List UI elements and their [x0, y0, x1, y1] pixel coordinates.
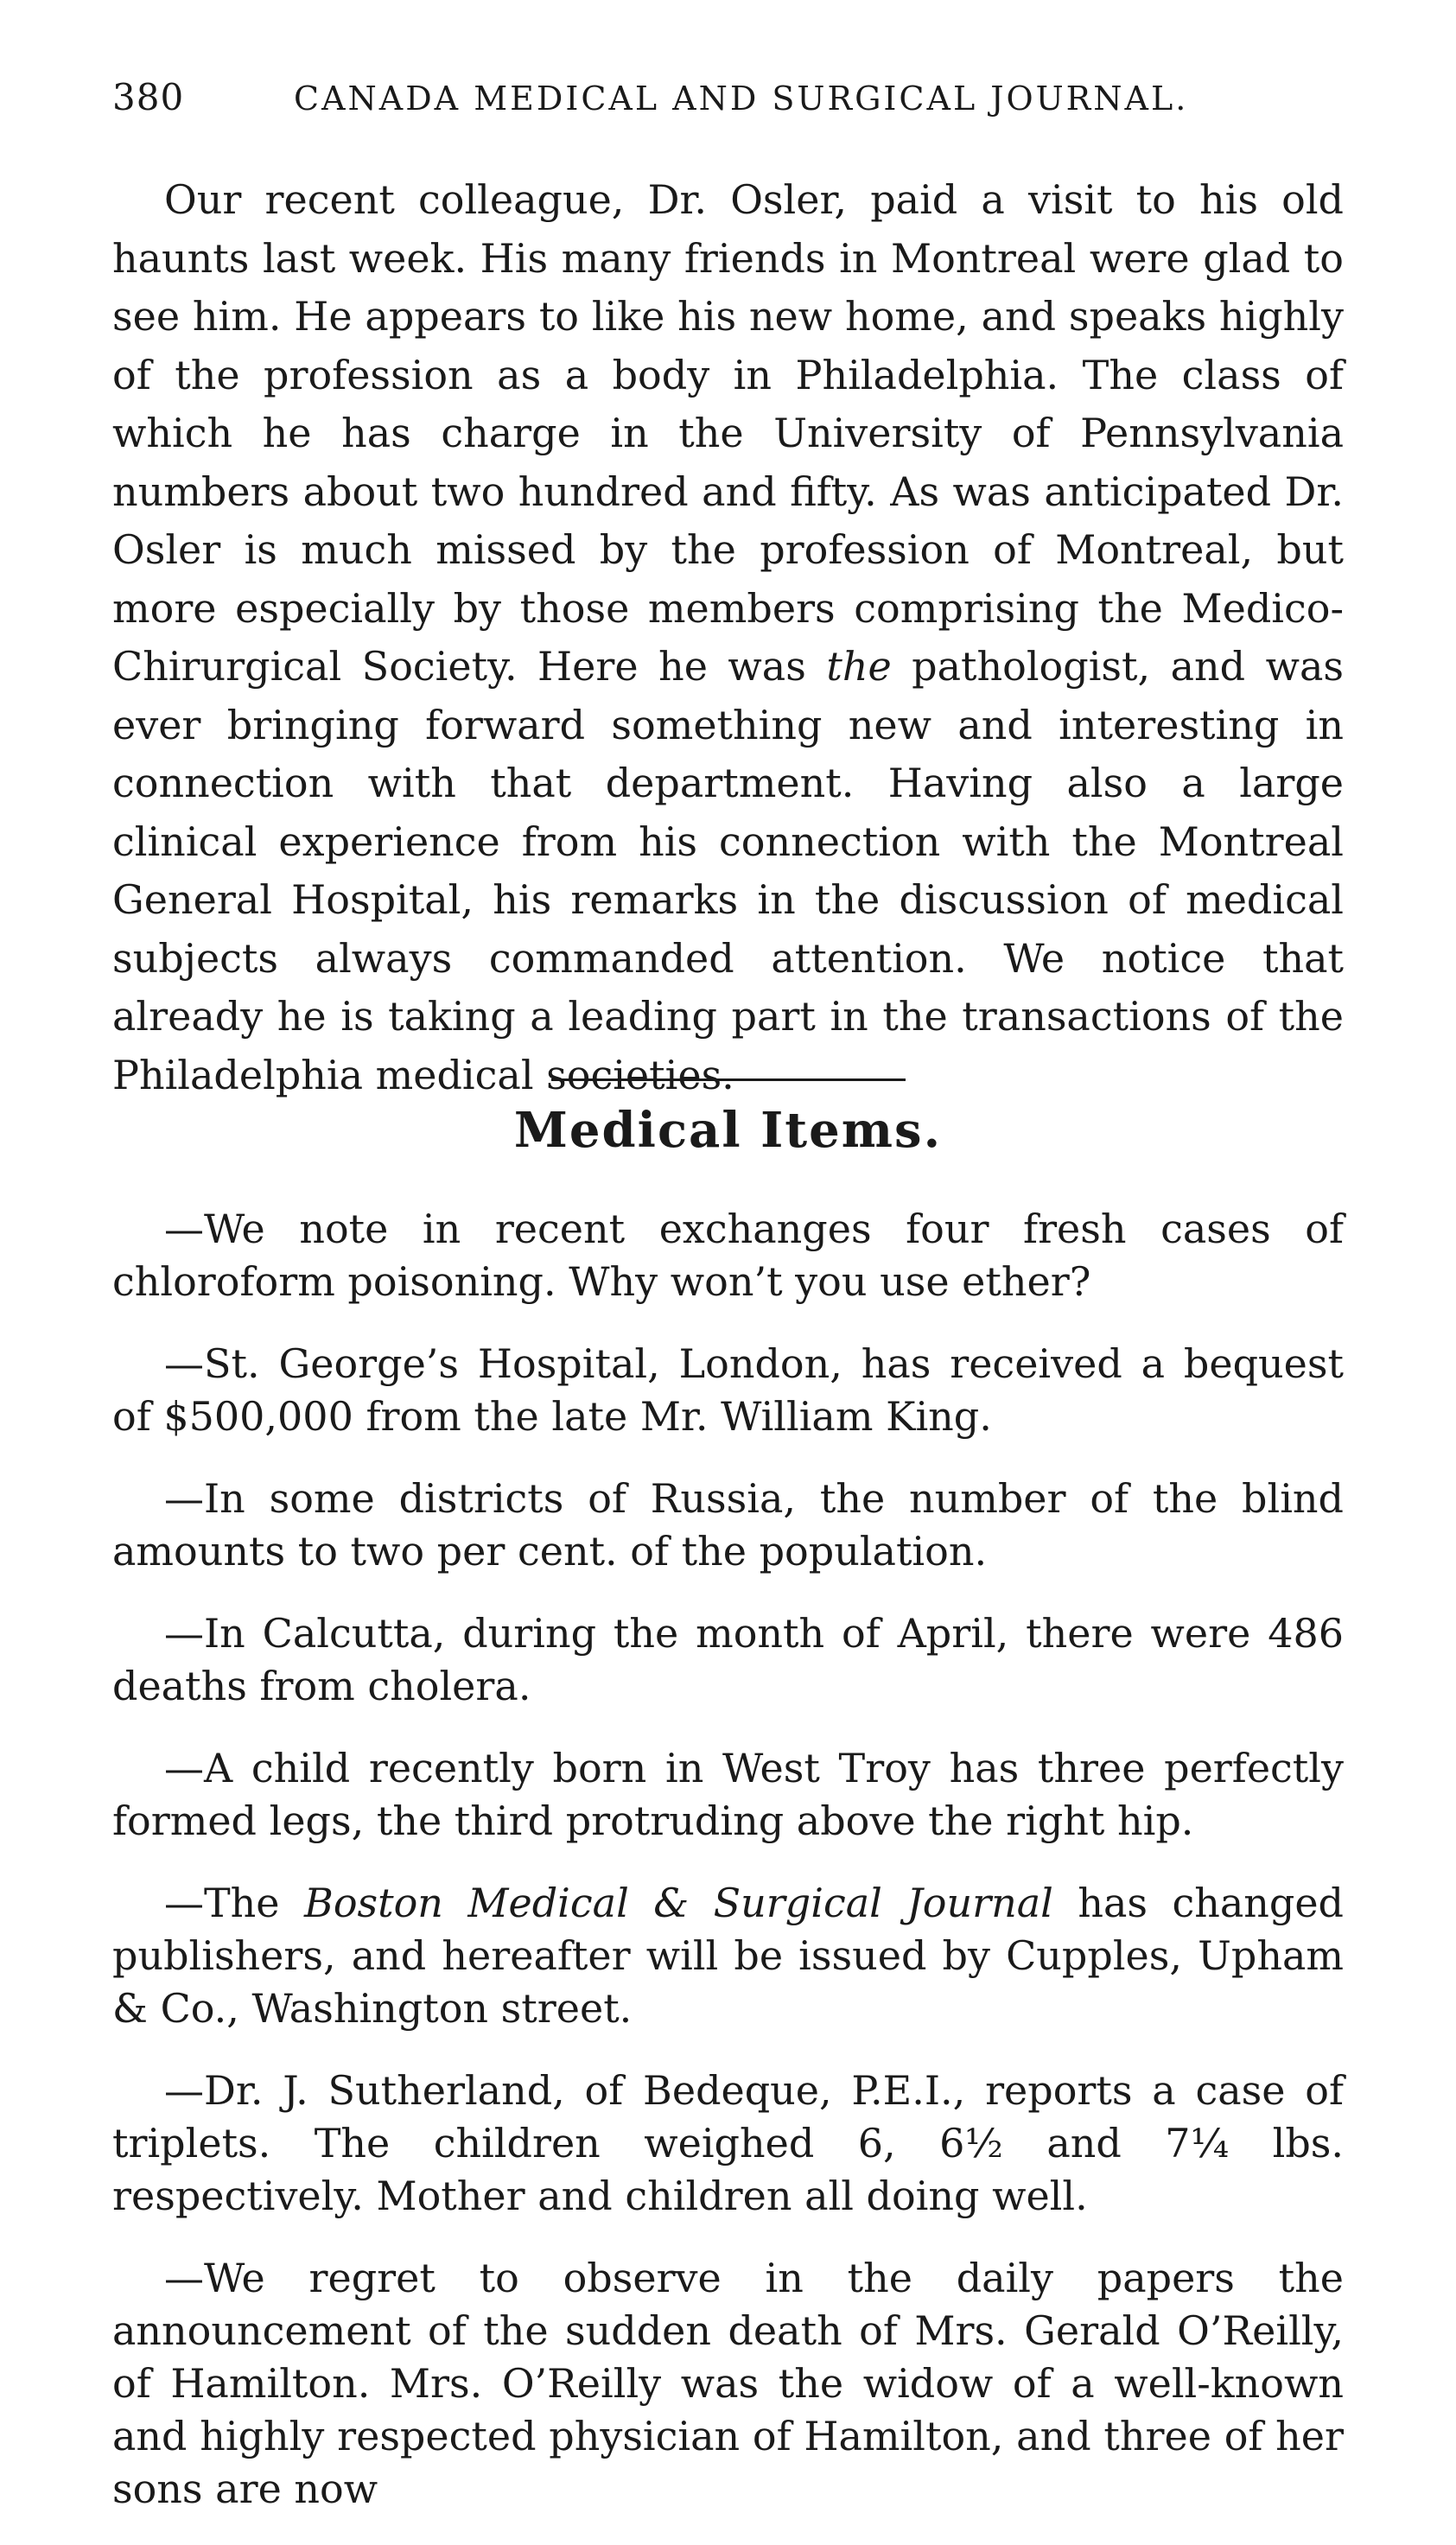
running-head	[112, 76, 1344, 128]
medical-item: —Dr. J. Sutherland, of Bedeque, P.E.I., reports a case of triplets. The children weighed 6, 6½ and 7¼ lbs. respectively. Mother and children all doing well.	[112, 2067, 1344, 2219]
medical-item: —A child recently born in West Troy has three perfectly formed legs, the third protruding above the right hip.	[112, 1745, 1344, 1844]
medical-item: —We regret to observe in the daily papers the announcement of the sudden death of Mrs. Gerald O’Reilly, of Hamilton. Mrs. O’Reilly was the widow of a well-known and highly respected physician of Hamilton, and three of her sons are now	[112, 2255, 1344, 2512]
item-text-pre: —The	[164, 1880, 305, 1926]
medical-item: —St. George’s Hospital, London, has received a bequest of $500,000 from the late Mr. William King.	[112, 1340, 1344, 1440]
osler-article	[112, 171, 1344, 1104]
journal-name-italic: Boston Medical & Surgical Journal	[304, 1880, 1053, 1926]
medical-item: —We note in recent exchanges four fresh cases of chloroform poisoning. Why won’t you use ether?	[112, 1206, 1344, 1305]
section-divider	[551, 1078, 906, 1081]
osler-text-part-1: Our recent colleague, Dr. Osler, paid a visit to his old haunts last week. His many friends in Montreal were glad to see him. He appears to like his new home, and speaks highly of the profession as a body in Philadelphia. The class of which he has charge in the University of Pennsylvania numbers about two hundred and fifty. As was anticipated Dr. Osler is much missed by the profession of Montreal, but more especially by those members comprising the Medico-Chirurgical Society. Here he was	[112, 176, 1344, 690]
medical-items-list	[112, 1203, 1344, 2545]
medical-item	[112, 1877, 1344, 2035]
emphasis-the: the	[826, 643, 892, 690]
medical-item: —In some districts of Russia, the number of the blind amounts to two per cent. of the population.	[112, 1475, 1344, 1575]
journal-title: CANADA MEDICAL AND SURGICAL JOURNAL.	[294, 80, 1189, 118]
osler-text-part-2: pathologist, and was ever bringing forward something new and interesting in connection with that department. Having also a large clinical experience from his connection with the Montreal General Hospital, his remarks in the discussion of medical subjects always commanded attention. We notice that already he is taking a leading part in the transactions of the Philadelphia medical societies.	[112, 643, 1344, 1098]
page-number: 380	[112, 76, 185, 118]
medical-item: —In Calcutta, during the month of April, there were 486 deaths from cholera.	[112, 1610, 1344, 1709]
osler-paragraph	[112, 171, 1344, 1104]
item-text-post: has changed publishers, and hereafter will be issued by Cupples, Upham & Co., Washington street.	[112, 1880, 1344, 2032]
section-heading: Medical Items.	[513, 1102, 943, 1159]
